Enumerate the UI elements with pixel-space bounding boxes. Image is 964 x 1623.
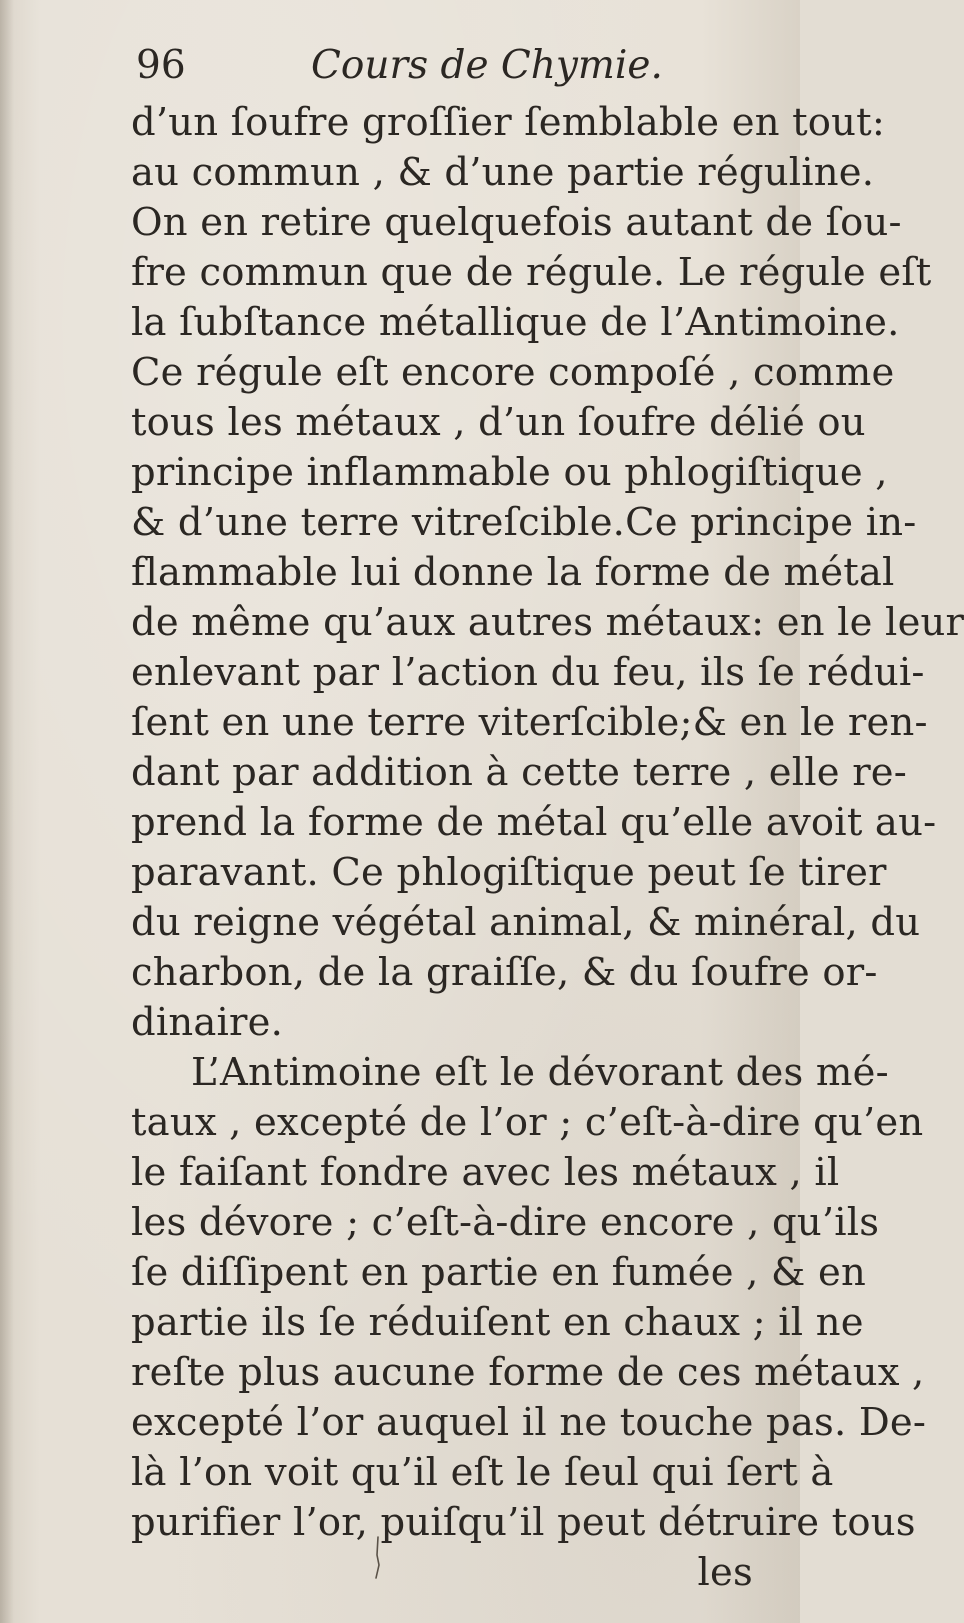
text-line: là l’on voit qu’il eſt le ſeul qui ſert à xyxy=(131,1450,834,1495)
text-line: excepté l’or auquel il ne touche pas. De- xyxy=(131,1400,927,1445)
text-line: Ce régule eſt encore compoſé , comme xyxy=(131,350,895,395)
text-line: ſent en une terre viterſcible;& en le ren- xyxy=(131,700,928,745)
text-line: tous les métaux , d’un ſoufre délié ou xyxy=(131,400,866,445)
gutter-shadow xyxy=(0,0,14,1623)
text-line: charbon, de la graiſſe, & du ſoufre or- xyxy=(131,950,878,995)
text-line: & d’une terre vitreſcible.Ce principe in- xyxy=(131,500,917,545)
text-line: reſte plus aucune forme de ces métaux , xyxy=(131,1350,925,1395)
text-line: ſe diſſipent en partie en fumée , & en xyxy=(131,1250,866,1295)
text-line: du reigne végétal animal, & minéral, du xyxy=(131,900,921,945)
page-number: 96 xyxy=(136,43,186,88)
text-line: d’un ſoufre groſſier ſemblable en tout: xyxy=(131,100,886,145)
text-line: dant par addition à cette terre , elle re- xyxy=(131,750,907,795)
text-line: les dévore ; c’eſt-à-dire encore , qu’ils xyxy=(131,1200,880,1245)
body-text xyxy=(131,98,964,1598)
text-line: paravant. Ce phlogiſtique peut ſe tirer xyxy=(131,850,887,895)
page-header xyxy=(136,42,756,90)
text-line: flammable lui donne la forme de métal xyxy=(131,550,895,595)
running-title: Cours de Chymie. xyxy=(311,43,663,88)
text-line: le faiſant fondre avec les métaux , il xyxy=(131,1150,840,1195)
text-line: taux , excepté de l’or ; c’eſt-à-dire qu’en xyxy=(131,1100,924,1145)
text-line: de même qu’aux autres métaux: en le leur xyxy=(131,600,964,645)
text-line: la ſubſtance métallique de l’Antimoine. xyxy=(131,300,900,345)
text-line: dinaire. xyxy=(131,1000,284,1045)
text-line: purifier l’or, puiſqu’il peut détruire tous xyxy=(131,1500,916,1545)
text-line: au commun , & d’une partie réguline. xyxy=(131,150,875,195)
text-line: fre commun que de régule. Le régule eſt xyxy=(131,250,932,295)
paragraph-start-line: L’Antimoine eſt le dévorant des mé- xyxy=(191,1050,889,1095)
ink-mark xyxy=(372,1535,384,1580)
text-line: partie ils ſe réduiſent en chaux ; il ne xyxy=(131,1300,864,1345)
text-line: On en retire quelquefois autant de ſou- xyxy=(131,200,902,245)
text-line: prend la forme de métal qu’elle avoit au- xyxy=(131,800,937,845)
text-line: enlevant par l’action du feu, ils ſe rédui- xyxy=(131,650,925,695)
catchword: les xyxy=(697,1550,753,1595)
text-line: principe inflammable ou phlogiſtique , xyxy=(131,450,888,495)
